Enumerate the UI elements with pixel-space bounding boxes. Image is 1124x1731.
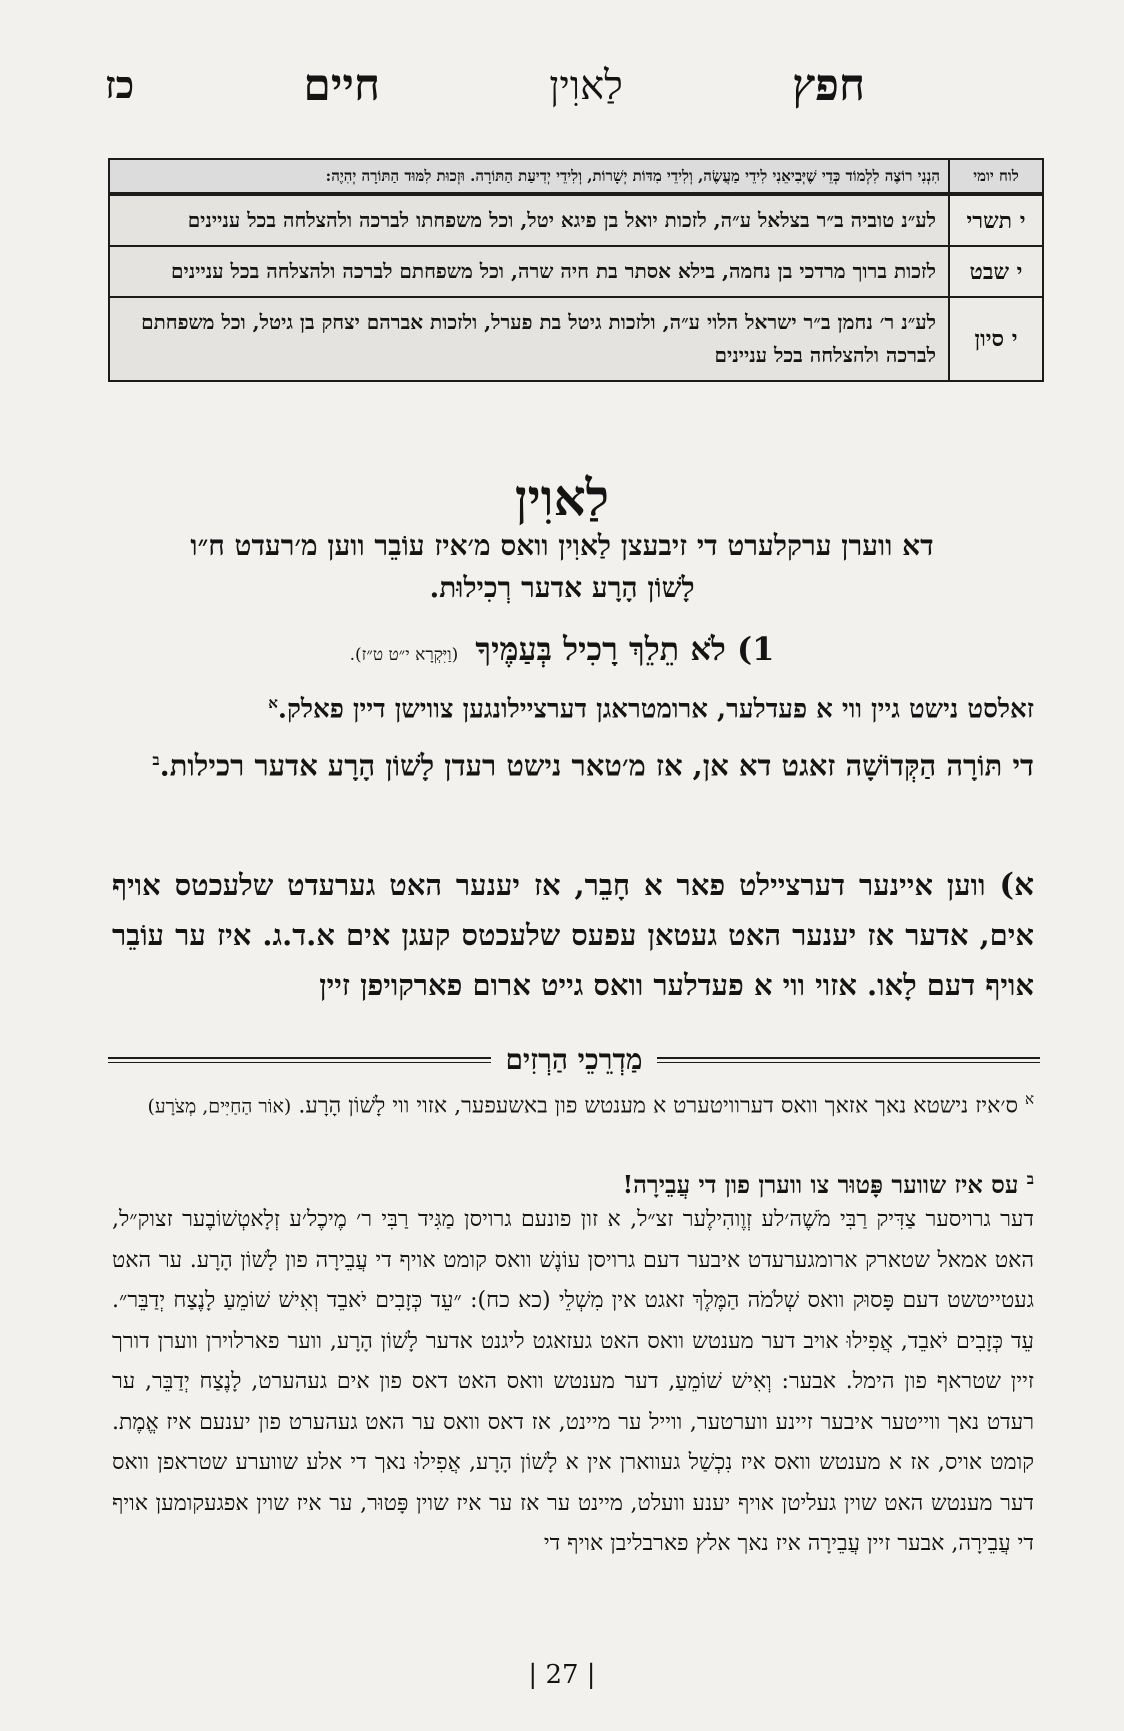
header-chofetz: חפץ [792, 59, 865, 111]
divider-line [657, 1057, 1040, 1063]
footnote-a-mark: א [1024, 1090, 1034, 1108]
footnote-ref-a: א [268, 694, 278, 712]
daily-table-label: לוח יומי [948, 160, 1042, 192]
paragraph-case-a [112, 860, 1034, 1010]
daily-table-intro: הִנְנִי רוֹצֶה לִלְמוֹד כְּדֵי שֶׁיְּבִיאֵנִי לִידֵי מַעֲשֶׂה, וְלִידֵי מִדּוֹת יְשָׁרוֹת, וְלִידֵי יְדִיעַת הַתּוֹרָה. וּזְכוּת לִמּוּד הַתּוֹרָה יְהִיֶה: [325, 166, 940, 185]
verse-source: (וַיִּקְרָא י״ט ט״ז). [349, 645, 459, 665]
header-lavin: לַאוִין [549, 62, 623, 109]
case-letter: א) [999, 867, 1034, 903]
footnotes-divider [108, 1045, 1040, 1075]
row-date: י שבט [948, 247, 1042, 296]
header-chaim: חיים [303, 59, 380, 111]
daily-table-row [110, 296, 1042, 380]
row-dedication: לזכות ברוך מרדכי בן נחמה, בילא אסתר בת חיה שרה, וכל משפחתם לברכה ולהצלחה בכל עניינים [110, 247, 948, 296]
footnote-b-heading [112, 1160, 1034, 1204]
verse-text: לֹא תֵלֵךְ רָכִיל בְּעַמֶּיךָ [475, 630, 726, 668]
running-header [105, 55, 865, 115]
paragraph-translation [112, 682, 1034, 731]
footnote-b-head-text: עס איז שווער פָּטוּר צו ווערן פון די עֲבֵירָה! [622, 1170, 1019, 1199]
paragraph-2-text: די תּוֹרָה הַקְּדוֹשָׁה זאגט דא אן, אז מ׳טאר נישט רעדן לָשׁוֹן הָרָע אדער רכילות. [159, 748, 1034, 783]
subtitle-line-1: דא ווערן ערקלערט די זיבעצן לַאוִין וואס מ׳איז עוֹבֵר ווען מ׳רעדט ח״ו [190, 529, 934, 562]
section-subtitle [100, 525, 1024, 609]
paragraph-1-text: זאלסט נישט גיין ווי א פעדלער, ארומטראגן דערציילונגען צווישן דיין פאלק. [277, 694, 1034, 725]
section-title: לַאוִין [514, 468, 610, 527]
row-date: י סיון [948, 298, 1042, 380]
daily-table-row [110, 194, 1042, 245]
footnote-a-text: ס׳איז נישטא נאך אזאך וואס דערוויטערט א מענטש פון באשעפער, אזוי ווי לָשׁוֹן הָרָע. [298, 1093, 1018, 1119]
footnote-a [112, 1080, 1034, 1125]
footnote-ref-b: ב [152, 751, 160, 769]
daily-table-row [110, 245, 1042, 296]
verse-heading [100, 630, 1024, 668]
subtitle-line-2: לָשׁוֹן הָרָע אדער רְכִילוּת. [429, 571, 695, 604]
row-dedication: לע״נ טוביה ב״ר בצלאל ע״ה, לזכות יואל בן פיגא יטל, וכל משפחתו לברכה ולהצלחה בכל עניינים [110, 196, 948, 245]
row-date: י תשרי [948, 196, 1042, 245]
daily-table-header [110, 160, 1042, 194]
daily-study-table [108, 158, 1044, 382]
paragraph-3-text: ווען איינער דערציילט פאר א חָבֵר, אז יענער האט גערעדט שלעכטס אויף אים, אדער אז יענער האט געטאן עפעס שלעכטס קעגן אים א.ד.ג. איז ער עוֹבֵר אויף דעם לָאו. אזוי ווי א פעדלער וואס גייט ארום פארקויפן זיין [112, 868, 1034, 1002]
row-dedication: לע״נ ר׳ נחמן ב״ר ישראל הלוי ע״ה, ולזכות גיטל בת פערל, ולזכות אברהם יצחק בן גיטל, וכל משפחתם לברכה ולהצלחה בכל עניינים [110, 298, 948, 380]
footnote-a-source: (אוֹר הַחַיִּים, מְצֹרָע) [147, 1095, 292, 1118]
footnote-b-body: דער גרויסער צַדִּיק רַבִּי מֹשֶׁה׳לע זְוֶוהִילֶער זצ״ל, א זון פונעם גרויסן מַגִּיד רַבִּי ר׳ מֶיכֶל׳ע זְלָאטְשׁוֹבֶער זצוק״ל, האט אמאל שטארק ארומגערעדט איבער דעם גרויסן עוֹנֶשׁ וואס קומט אויף די עֲבֵירָה פון לָשׁוֹן הָרָע. ער האט געטייטשט דעם פָּסוּק וואס שְׁלֹמֹה הַמֶּלֶךְ זאגט אין מִשְׁלֵי (כא כח): ״עֵד כְּזָבִים יֹאבֵד וְאִישׁ שׁוֹמֵעַ לָנֶצַח יְדַבֵּר״. עֵד כְּזָבִים יֹאבֵד, אֲפִילוּ אויב דער מענטש וואס האט געזאגט ליגנט אדער לָשׁוֹן הָרָע, ווער פארלוירן ווערן דורך זיין שטראף פון הימל. אבער: וְאִישׁ שׁוֹמֵעַ, דער מענטש וואס האט דאס פון אים געהערט, לָנֶצַח יְדַבֵּר, ער רעדט נאך ווייטער איבער זיינע ווערטער, ווייל ער מיינט, אז דאס וואס ער האט געהערט פון יענעם איז אֱמֶת. קומט אויס, אז א מענטש וואס איז נִכְשַׁל געווארן אין א לָשׁוֹן הָרָע, אֲפִילוּ נאך די אלע שווערע שטראפן וואס דער מענטש האט שוין געליטן אויף יענע וועלט, מיינט ער אז ער איז שוין פָּטוּר, ער איז שוין אפגעקומען אויף די עֲבֵירָה, אבער זיין עֲבֵירָה איז נאך אלץ פארבליבן אויף די [112, 1207, 1034, 1556]
footnotes-label: מַדְרֵכֵי הַרְזִים [505, 1043, 643, 1076]
paragraph-torah-says [112, 730, 1034, 796]
divider-line [108, 1057, 491, 1063]
header-page-letter: כז [105, 62, 135, 107]
footnote-b-mark: ב [1026, 1170, 1034, 1188]
page-number: | 27 | [528, 1660, 596, 1690]
verse-number: 1) [736, 630, 775, 668]
